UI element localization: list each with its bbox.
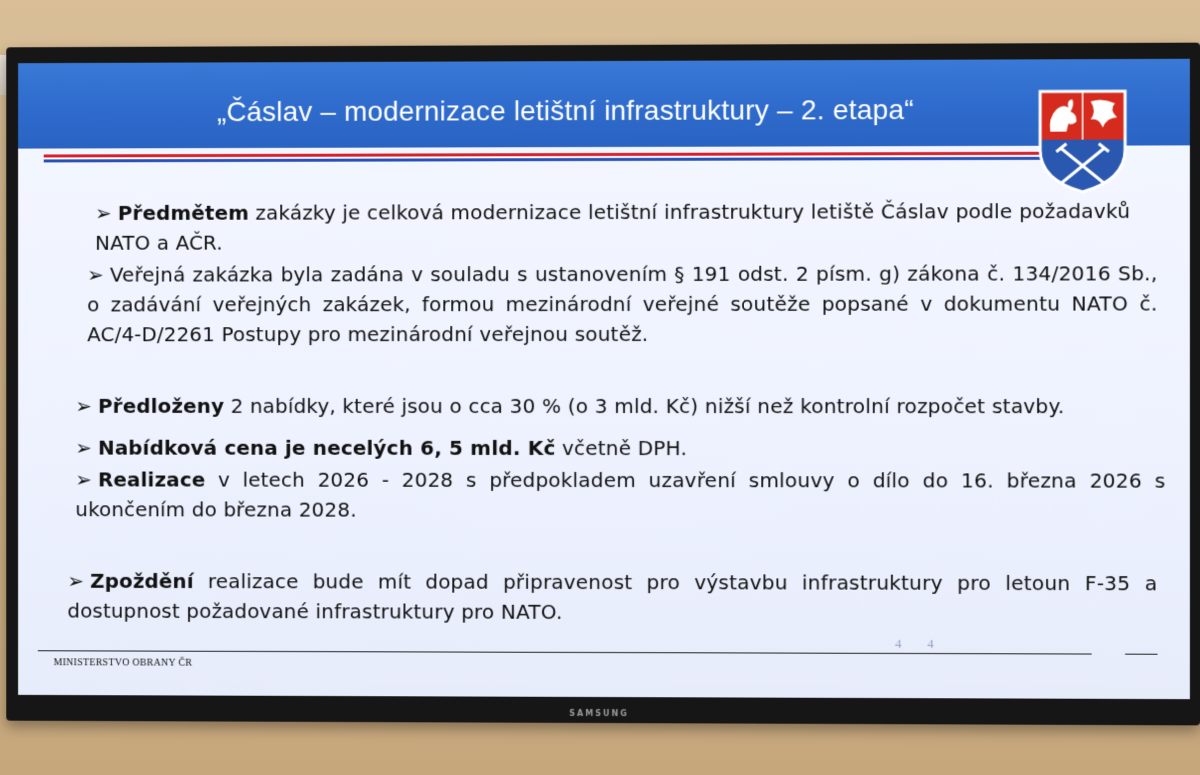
slide-screen xyxy=(18,59,1190,699)
bullet-text: 2 nabídky, které jsou o cca 30 % (o 3 mld. Kč) nižší než kontrolní rozpočet stavby. xyxy=(224,393,1065,419)
footer-divider-right xyxy=(1125,654,1157,655)
bullet-text: Veřejná zakázka byla zadána v souladu s ustanovením § 191 odst. 2 písm. g) zákona č. 134/2016 Sb., o zadávání veřejných zakázek, formou mezinárodní veřejné soutěže popsané v dokumentu NATO č. AC/4-D/2261 Postupy pro mezinárodní veřejnou soutěž. xyxy=(87,261,1158,347)
bullet-item xyxy=(67,566,1157,629)
bullet-bold-text: Předmětem xyxy=(117,200,250,225)
bullet-text: v letech 2026 - 2028 s předpokladem uzavření smlouvy o dílo do 16. března 2026 s ukončením do března 2028. xyxy=(75,467,1166,522)
tv-brand-logo: SAMSUNG xyxy=(569,708,629,719)
page-number: 4 xyxy=(894,635,902,651)
bullet-arrow-icon: ➢ xyxy=(87,262,104,287)
slide-content xyxy=(18,59,1190,699)
page-number: 4 xyxy=(927,635,934,652)
footer-ministry-label: MINISTERSTVO OBRANY ČR xyxy=(53,657,193,669)
bullet-bold-text: Realizace xyxy=(98,467,206,492)
bullet-item xyxy=(75,465,1165,526)
bullet-text: včetně DPH. xyxy=(555,435,688,461)
bullet-arrow-icon: ➢ xyxy=(75,435,93,460)
bullet-bold-text: Zpoždění xyxy=(90,568,194,594)
bullet-bold-text: Předloženy xyxy=(98,393,225,418)
bullet-item xyxy=(87,258,1157,349)
bullet-text: zakázky je celková modernizace letištní infrastruktury letiště Čáslav podle požadavků NATO a AČR. xyxy=(95,198,1131,255)
bullet-arrow-icon: ➢ xyxy=(67,568,85,593)
bullet-arrow-icon: ➢ xyxy=(75,393,93,418)
bullet-item xyxy=(75,433,1155,464)
bullet-item xyxy=(75,391,1155,421)
bullet-item xyxy=(95,196,1145,258)
tv-frame xyxy=(6,43,1200,726)
slide-title: „Čáslav – modernizace letištní infrastruktury – 2. etapa“ xyxy=(216,93,914,128)
bullet-arrow-icon: ➢ xyxy=(75,467,93,492)
bullet-arrow-icon: ➢ xyxy=(95,201,112,225)
bullet-bold-text: Nabídková cena je necelých 6, 5 mld. Kč xyxy=(98,435,556,460)
bullet-text: realizace bude mít dopad připravenost pro výstavbu infrastruktury pro letoun F-35 a dostupnost požadované infrastruktury pro NATO. xyxy=(67,569,1158,624)
